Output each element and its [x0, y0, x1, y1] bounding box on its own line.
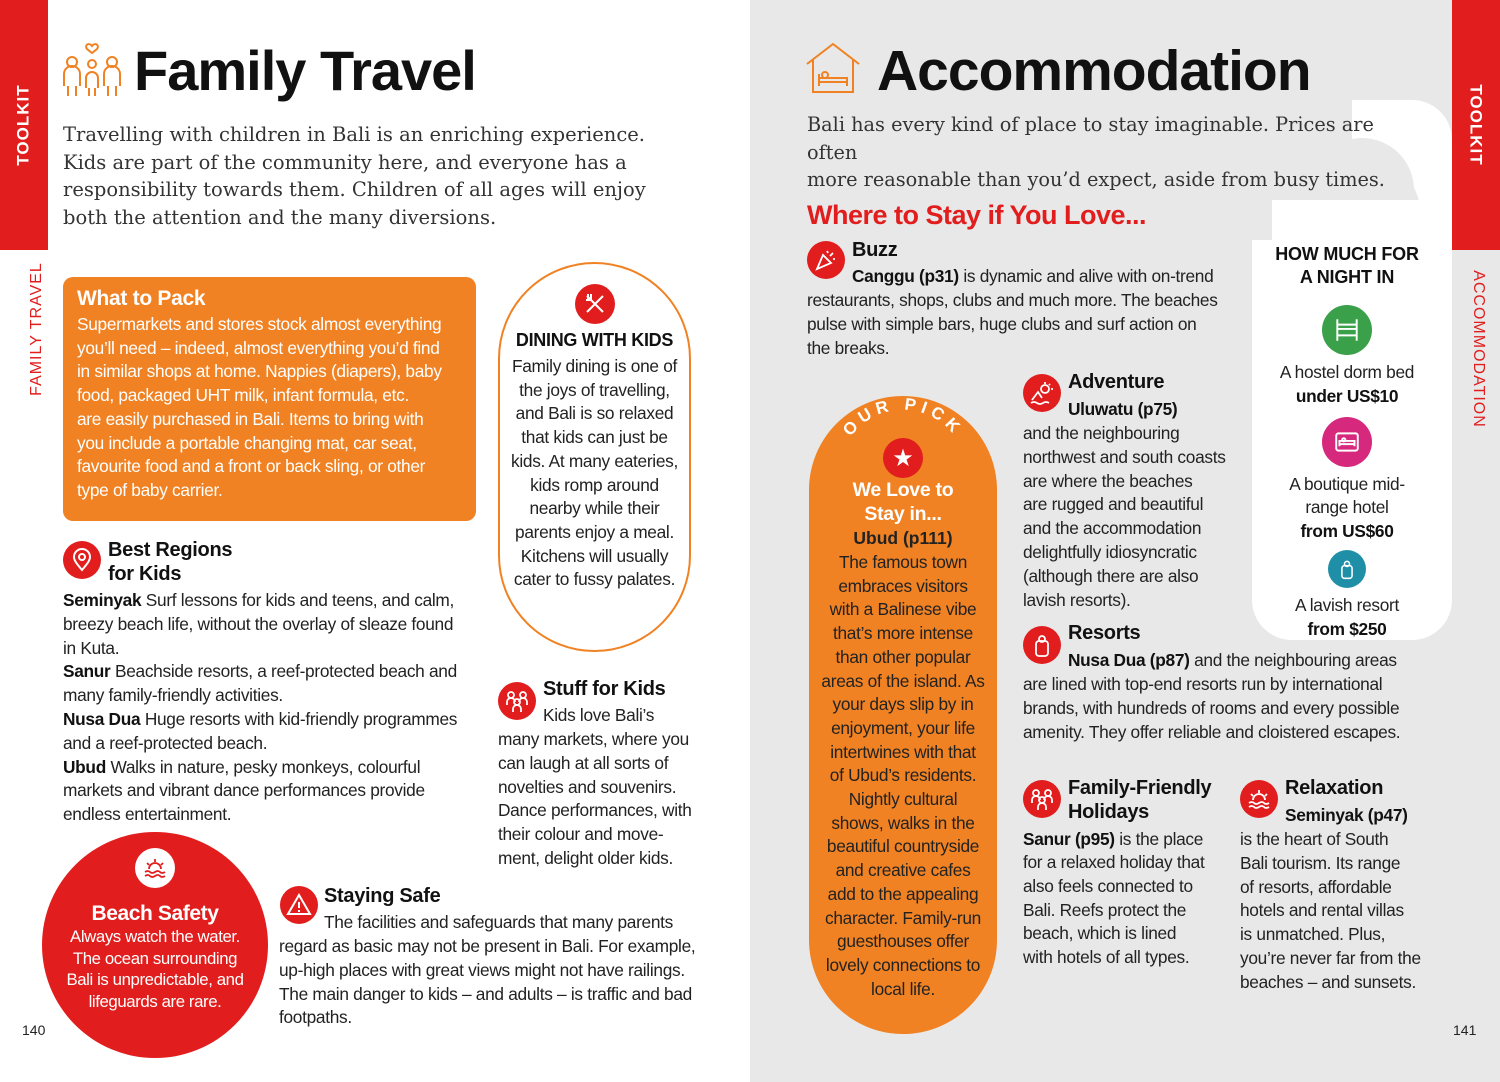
text-line: areas of the island. As: [821, 670, 985, 691]
region-text: Beachside resorts, a reef-protected beach and: [110, 661, 457, 682]
text-line: lovely connections to: [825, 954, 981, 975]
region-item: [63, 660, 483, 684]
intro-line: Bali has every kind of place to stay imaginable. Prices are often: [807, 113, 1374, 164]
text-line: intertwines with that: [830, 741, 976, 762]
toolkit-tab-label: TOOLKIT: [14, 84, 34, 166]
page-number-left: 140: [22, 1022, 46, 1038]
svg-text:OUR PICK: [839, 396, 967, 440]
staying-safe-title: Staying Safe: [324, 885, 441, 907]
place-text: and the neighbouring areas: [1189, 650, 1397, 670]
bunk-bed-icon: [1322, 305, 1372, 355]
text-line: nearby while their: [529, 498, 660, 519]
what-to-pack-text: [77, 313, 462, 503]
text-line: food, packaged UHT milk, infant formula, etc.: [77, 385, 409, 406]
price-panel-title: [1257, 243, 1437, 289]
fork-knife-icon: [575, 284, 615, 324]
beach-safety-text: [42, 926, 268, 1012]
region-text: Walks in nature, pesky monkeys, colourful: [105, 756, 421, 777]
side-label-family-travel: FAMILY TRAVEL: [28, 262, 45, 396]
text-line: breezy beach life, without the overlay of sleaze found: [63, 613, 454, 634]
side-label-accommodation: ACCOMMODATION: [1470, 270, 1487, 428]
place-name: Nusa Dua (p87): [1068, 650, 1190, 670]
our-pick-label: OUR PICK: [838, 396, 968, 440]
text-line: embraces visitors: [838, 575, 968, 596]
text-line: novelties and souvenirs.: [498, 776, 677, 797]
text-line: The main danger to kids – and adults – is traffic and bad: [279, 983, 692, 1004]
place-name: Canggu (p31): [852, 266, 959, 286]
text-line: with hotels of all types.: [1023, 947, 1190, 968]
buzz-first-line: [852, 265, 1213, 289]
title-line: for Kids: [108, 563, 182, 585]
text-line: cater to fussy palates.: [513, 569, 676, 590]
our-pick-title: [809, 478, 997, 526]
beach-safety-circle: [42, 832, 268, 1058]
text-line: the breaks.: [807, 337, 890, 358]
text-line: Dance performances, with: [498, 800, 692, 821]
text-line: beautiful countryside: [826, 836, 980, 857]
text-line: many family-friendly activities.: [63, 685, 283, 706]
text-line: footpaths.: [279, 1007, 352, 1028]
page-title-family-travel: Family Travel: [134, 39, 476, 102]
family-intro: [63, 121, 703, 231]
family-friendly-title: [1068, 776, 1211, 824]
stuff-first-line: Kids love Bali’s: [543, 705, 655, 725]
text-line: range hotel: [1305, 497, 1389, 518]
text-line: is the heart of South: [1240, 829, 1389, 849]
where-to-stay-title: Where to Stay if You Love...: [807, 200, 1147, 230]
text-line: shows, walks in the: [831, 812, 975, 833]
text-line: The famous town: [838, 552, 968, 572]
our-pick-text: [809, 551, 997, 1001]
page-title-accommodation: Accommodation: [877, 39, 1311, 103]
title-line: Family-Friendly: [1068, 777, 1212, 799]
family-friendly-text: [1023, 851, 1233, 970]
text-line: regard as basic may not be present in Bali. For example,: [279, 936, 696, 956]
resorts-text: [1023, 673, 1443, 744]
text-line: enjoyment, your life: [831, 717, 975, 738]
text-line: up-high places with great views might not have railings.: [279, 959, 685, 980]
resorts-first-line: [1068, 649, 1397, 673]
text-line: and creative cafes: [835, 860, 971, 881]
region-name: Nusa Dua: [63, 708, 141, 729]
text-line: is unmatched. Plus,: [1240, 924, 1386, 945]
adventure-title: Adventure: [1068, 371, 1165, 393]
what-to-pack-box: [63, 277, 476, 521]
party-popper-icon: [807, 241, 845, 279]
text-line: beaches – and sunsets.: [1240, 971, 1416, 992]
text-line: add to the appealing: [827, 883, 979, 904]
text-line: Bali. Reefs protect the: [1023, 899, 1187, 920]
text-line: A boutique mid-: [1289, 473, 1405, 494]
text-line: you’ll need – indeed, almost everything you’d find: [77, 337, 440, 358]
star-icon: ★: [883, 438, 923, 478]
text-line: of Ubud’s residents.: [829, 765, 977, 786]
resort-tag-icon: [1023, 626, 1061, 664]
text-line: you include a portable changing mat, car seat,: [77, 432, 417, 453]
text-line: parents enjoy a meal.: [515, 521, 674, 542]
text-line: restaurants, shops, clubs and much more. The beaches: [807, 290, 1218, 310]
text-line: also feels connected to: [1023, 875, 1193, 896]
text-line: in Kuta.: [63, 637, 120, 658]
relaxation-sunset-icon: [1240, 780, 1278, 818]
text-line: that kids can just be: [521, 427, 668, 448]
toolkit-tab-right: [1452, 0, 1500, 250]
price-value: from US$60: [1300, 521, 1394, 542]
title-line: A NIGHT IN: [1299, 267, 1395, 287]
place-name: Sanur (p95): [1023, 829, 1115, 849]
text-line: Family dining is one of: [511, 356, 678, 376]
text-line: that’s more intense: [833, 623, 973, 644]
region-name: Seminyak: [63, 590, 142, 610]
toolkit-tab-left: [0, 0, 48, 250]
staying-safe-first-line: The facilities and safeguards that many parents: [324, 912, 674, 932]
stuff-for-kids-text: [498, 728, 708, 871]
text-line: than other popular: [835, 646, 971, 667]
text-line: brands, with hundreds of rooms and every possible: [1023, 697, 1400, 718]
text-line: and the accommodation: [1023, 518, 1202, 539]
text-line: and a reef-protected beach.: [63, 732, 268, 753]
resorts-title: Resorts: [1068, 622, 1141, 644]
region-item: [63, 589, 483, 613]
intro-line: Travelling with children in Bali is an enriching experience.: [63, 123, 645, 146]
sunset-icon: [135, 848, 175, 888]
title-line: Holidays: [1068, 801, 1149, 823]
price-desc: A hostel dorm bed: [1279, 362, 1415, 382]
text-line: lifeguards are rare.: [88, 991, 222, 1011]
text-line: delightfully idiosyncratic: [1023, 541, 1197, 562]
text-line: hotels and rental villas: [1240, 900, 1404, 921]
region-item: [63, 708, 483, 732]
text-line: endless entertainment.: [63, 804, 232, 825]
text-line: their colour and move-: [498, 824, 664, 845]
title-line: Best Regions: [108, 539, 233, 561]
text-line: and the neighbouring: [1023, 423, 1180, 443]
text-line: Nightly cultural: [848, 789, 958, 810]
staying-safe-text: [279, 935, 709, 1030]
text-line: northwest and south coasts: [1023, 446, 1226, 467]
adventure-text: [1023, 422, 1243, 612]
region-name: Sanur: [63, 661, 111, 682]
our-pick-capsule: [809, 396, 997, 1034]
text-line: type of baby carrier.: [77, 479, 223, 500]
what-to-pack-title: What to Pack: [77, 287, 206, 310]
text-line: guesthouses offer: [837, 931, 969, 952]
relaxation-text: [1240, 828, 1450, 995]
title-line: We Love to: [852, 479, 954, 501]
region-name: Ubud: [63, 756, 106, 777]
text-line: your days slip by in: [832, 694, 974, 715]
text-line: amenity. They offer reliable and cloistered escapes.: [1023, 721, 1401, 742]
text-line: lavish resorts).: [1023, 589, 1131, 610]
text-line: for a relaxed holiday that: [1023, 852, 1205, 872]
text-line: character. Family-run: [825, 907, 981, 928]
text-line: you’re never far from the: [1240, 947, 1421, 968]
family-friendly-first-line: [1023, 828, 1203, 852]
region-text: Surf lessons for kids and teens, and calm,: [141, 590, 455, 610]
text-line: are lined with top-end resorts run by international: [1023, 674, 1383, 694]
price-value: under US$10: [1295, 385, 1399, 406]
text-line: Kitchens will usually: [520, 545, 669, 566]
intro-line: Kids are part of the community here, and everyone has a: [63, 150, 627, 174]
intro-line: responsibility towards them. Children of all ages will enjoy: [63, 178, 646, 201]
price-value: from $250: [1307, 618, 1387, 639]
kids-group-icon: [498, 682, 536, 720]
text-line: Always watch the water.: [70, 927, 240, 946]
text-line: The ocean surrounding: [72, 948, 238, 968]
text-line: (although there are also: [1023, 565, 1199, 586]
text-line: Supermarkets and stores stock almost everything: [77, 314, 442, 334]
region-text: Huge resorts with kid-friendly programmes: [140, 708, 458, 729]
text-line: favourite food and a front or back sling, or other: [77, 456, 426, 477]
price-panel: [1257, 243, 1437, 642]
relaxation-title: Relaxation: [1285, 777, 1384, 799]
text-line: many markets, where you: [498, 729, 689, 749]
text-line: markets and vibrant dance performances provide: [63, 780, 425, 801]
adventure-place: Uluwatu (p75): [1068, 399, 1178, 419]
text-line: in similar shops at home. Nappies (diapers), baby: [77, 361, 442, 382]
price-desc: A lavish resort: [1294, 594, 1400, 615]
stuff-for-kids-title: Stuff for Kids: [543, 678, 666, 700]
right-page: [750, 0, 1500, 1082]
accommodation-intro: [807, 111, 1427, 194]
page-number-right: 141: [1453, 1022, 1477, 1038]
title-line: HOW MUCH FOR: [1275, 244, 1419, 264]
text-line: pulse with simple bars, huge clubs and surf action on: [807, 313, 1197, 334]
best-regions-list: [63, 589, 483, 827]
beach-sun-icon: [1023, 374, 1061, 412]
family-group-icon: [1023, 780, 1061, 818]
beach-safety-title: Beach Safety: [91, 902, 219, 925]
intro-line: more reasonable than you’d expect, aside from busy times.: [807, 168, 1385, 191]
text-line: of resorts, affordable: [1240, 876, 1392, 897]
text-line: ment, delight older kids.: [498, 847, 674, 868]
place-text: is the place: [1114, 829, 1204, 849]
text-line: can laugh at all sorts of: [498, 752, 669, 773]
place-text: is dynamic and alive with on-trend: [958, 266, 1214, 286]
map-pin-icon: [63, 541, 101, 579]
text-line: kids. At many eateries,: [511, 450, 678, 471]
text-line: with a Balinese vibe: [829, 599, 977, 620]
our-pick-place: Ubud (p111): [853, 528, 953, 548]
text-line: and Bali is so relaxed: [515, 403, 674, 424]
warning-icon: [280, 886, 318, 924]
buzz-title: Buzz: [852, 239, 898, 261]
text-line: kids romp around: [530, 474, 659, 495]
title-line: Stay in...: [864, 503, 942, 525]
relaxation-place: Seminyak (p47): [1285, 805, 1408, 825]
door-hanger-icon: [1328, 550, 1366, 588]
text-line: beach, which is lined: [1023, 923, 1177, 944]
house-bed-icon: [805, 42, 861, 94]
intro-line: both the attention and the many diversions.: [63, 205, 497, 229]
dining-text: [500, 355, 689, 592]
buzz-text: [807, 289, 1227, 360]
region-item: [63, 756, 483, 780]
family-icon: [62, 40, 122, 98]
text-line: are where the beaches: [1023, 470, 1193, 491]
text-line: the joys of travelling,: [519, 379, 670, 400]
price-desc: [1257, 473, 1437, 521]
hotel-bed-icon: [1322, 417, 1372, 467]
text-line: Bali tourism. Its range: [1240, 852, 1401, 873]
dining-title: DINING WITH KIDS: [515, 330, 674, 350]
toolkit-tab-label: TOOLKIT: [1467, 84, 1487, 166]
best-regions-title: [108, 538, 232, 586]
text-line: are easily purchased in Bali. Items to bring with: [77, 408, 424, 429]
text-line: local life.: [871, 978, 935, 999]
text-line: are rugged and beautiful: [1023, 494, 1204, 515]
dining-with-kids-box: [498, 262, 691, 652]
text-line: Bali is unpredictable, and: [66, 970, 244, 989]
